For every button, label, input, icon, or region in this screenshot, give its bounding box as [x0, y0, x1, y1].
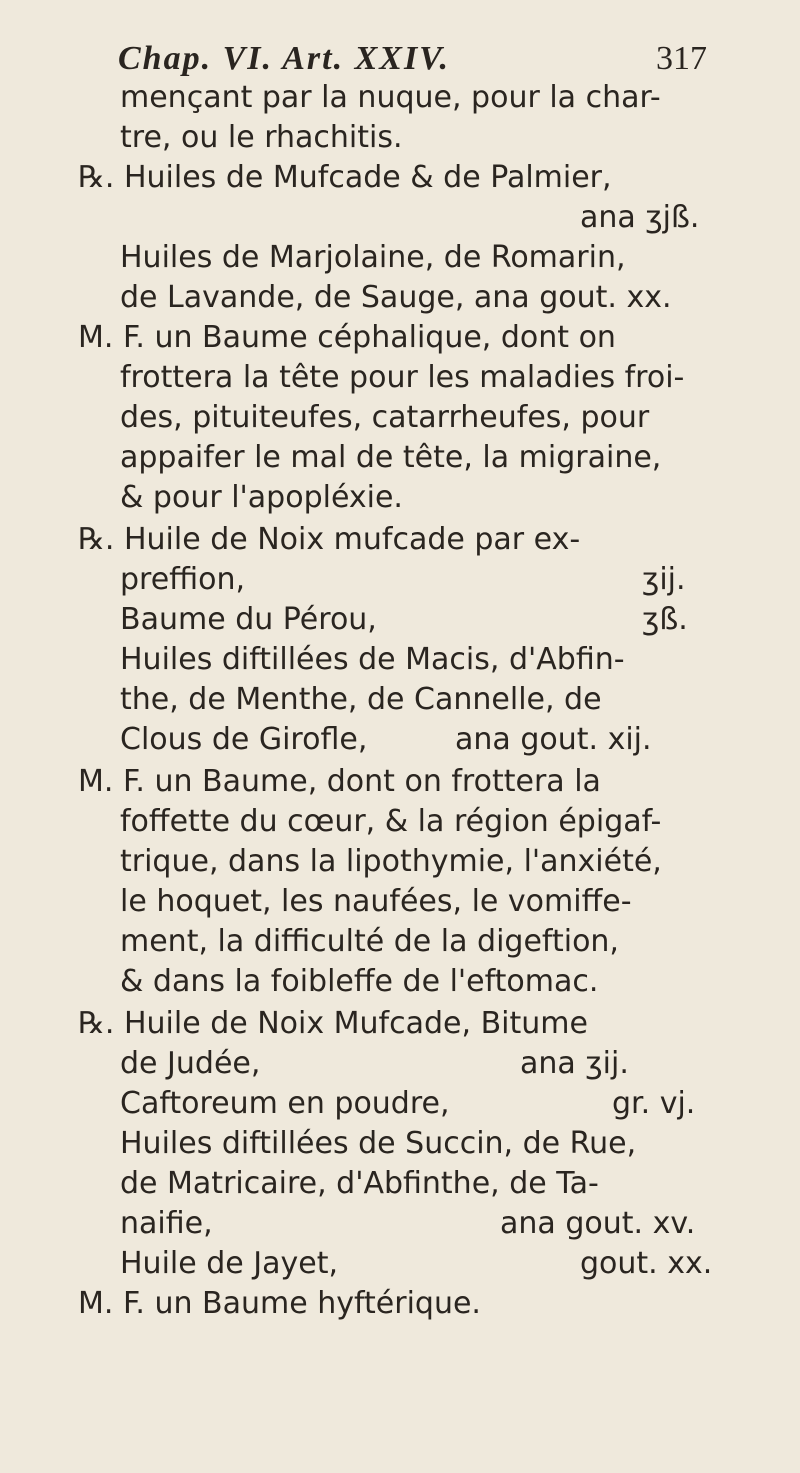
- text-line: ment, la difficulté de la digeftion,: [120, 924, 619, 959]
- text-line: ʒß.: [642, 602, 688, 637]
- text-line: appaifer le mal de tête, la migraine,: [120, 440, 662, 475]
- text-line: & pour l'apopléxie.: [120, 480, 403, 515]
- text-line: M. F. un Baume hyftérique.: [78, 1286, 481, 1321]
- text-line: Huiles de Marjolaine, de Romarin,: [120, 240, 626, 275]
- text-line: Baume du Pérou,: [120, 602, 377, 637]
- text-line: & dans la foibleffe de l'eftomac.: [120, 964, 599, 999]
- text-line: Huiles diftillées de Succin, de Rue,: [120, 1126, 637, 1161]
- text-line: ℞. Huile de Noix Mufcade, Bitume: [78, 1006, 588, 1041]
- text-line: Huiles diftillées de Macis, d'Abfin-: [120, 642, 625, 677]
- text-line: Caftoreum en poudre,: [120, 1086, 450, 1121]
- text-line: ana gout. xv.: [500, 1206, 696, 1241]
- text-line: the, de Menthe, de Cannelle, de: [120, 682, 602, 717]
- text-line: ʒij.: [642, 562, 686, 597]
- page-number: 317: [656, 40, 707, 77]
- text-line: le hoquet, les naufées, le vomiffe-: [120, 884, 632, 919]
- text-line: M. F. un Baume, dont on frottera la: [78, 764, 601, 799]
- text-line: foffette du cœur, & la région épigaf-: [120, 804, 662, 839]
- text-line: mençant par la nuque, pour la char-: [120, 80, 661, 115]
- text-line: gr. vj.: [612, 1086, 696, 1121]
- text-line: de Matricaire, d'Abfinthe, de Ta-: [120, 1166, 599, 1201]
- text-line: ana ʒij.: [520, 1046, 629, 1081]
- text-line: ana ʒjß.: [580, 200, 700, 235]
- text-line: des, pituiteufes, catarrheufes, pour: [120, 400, 650, 435]
- text-line: ana gout. xij.: [455, 722, 652, 757]
- running-title: Chap. VI. Art. XXIV.: [118, 40, 450, 77]
- text-line: gout. xx.: [580, 1246, 713, 1281]
- text-line: preffion,: [120, 562, 246, 597]
- text-line: Clous de Girofle,: [120, 722, 368, 757]
- text-line: Huile de Jayet,: [120, 1246, 339, 1281]
- text-line: frottera la tête pour les maladies froi-: [120, 360, 685, 395]
- text-line: trique, dans la lipothymie, l'anxiété,: [120, 844, 662, 879]
- text-line: tre, ou le rhachitis.: [120, 120, 403, 155]
- text-line: naifie,: [120, 1206, 213, 1241]
- text-line: M. F. un Baume céphalique, dont on: [78, 320, 616, 355]
- text-line: de Judée,: [120, 1046, 261, 1081]
- text-line: ℞. Huiles de Mufcade & de Palmier,: [78, 160, 612, 195]
- text-line: de Lavande, de Sauge, ana gout. xx.: [120, 280, 672, 315]
- text-line: ℞. Huile de Noix mufcade par ex-: [78, 522, 581, 557]
